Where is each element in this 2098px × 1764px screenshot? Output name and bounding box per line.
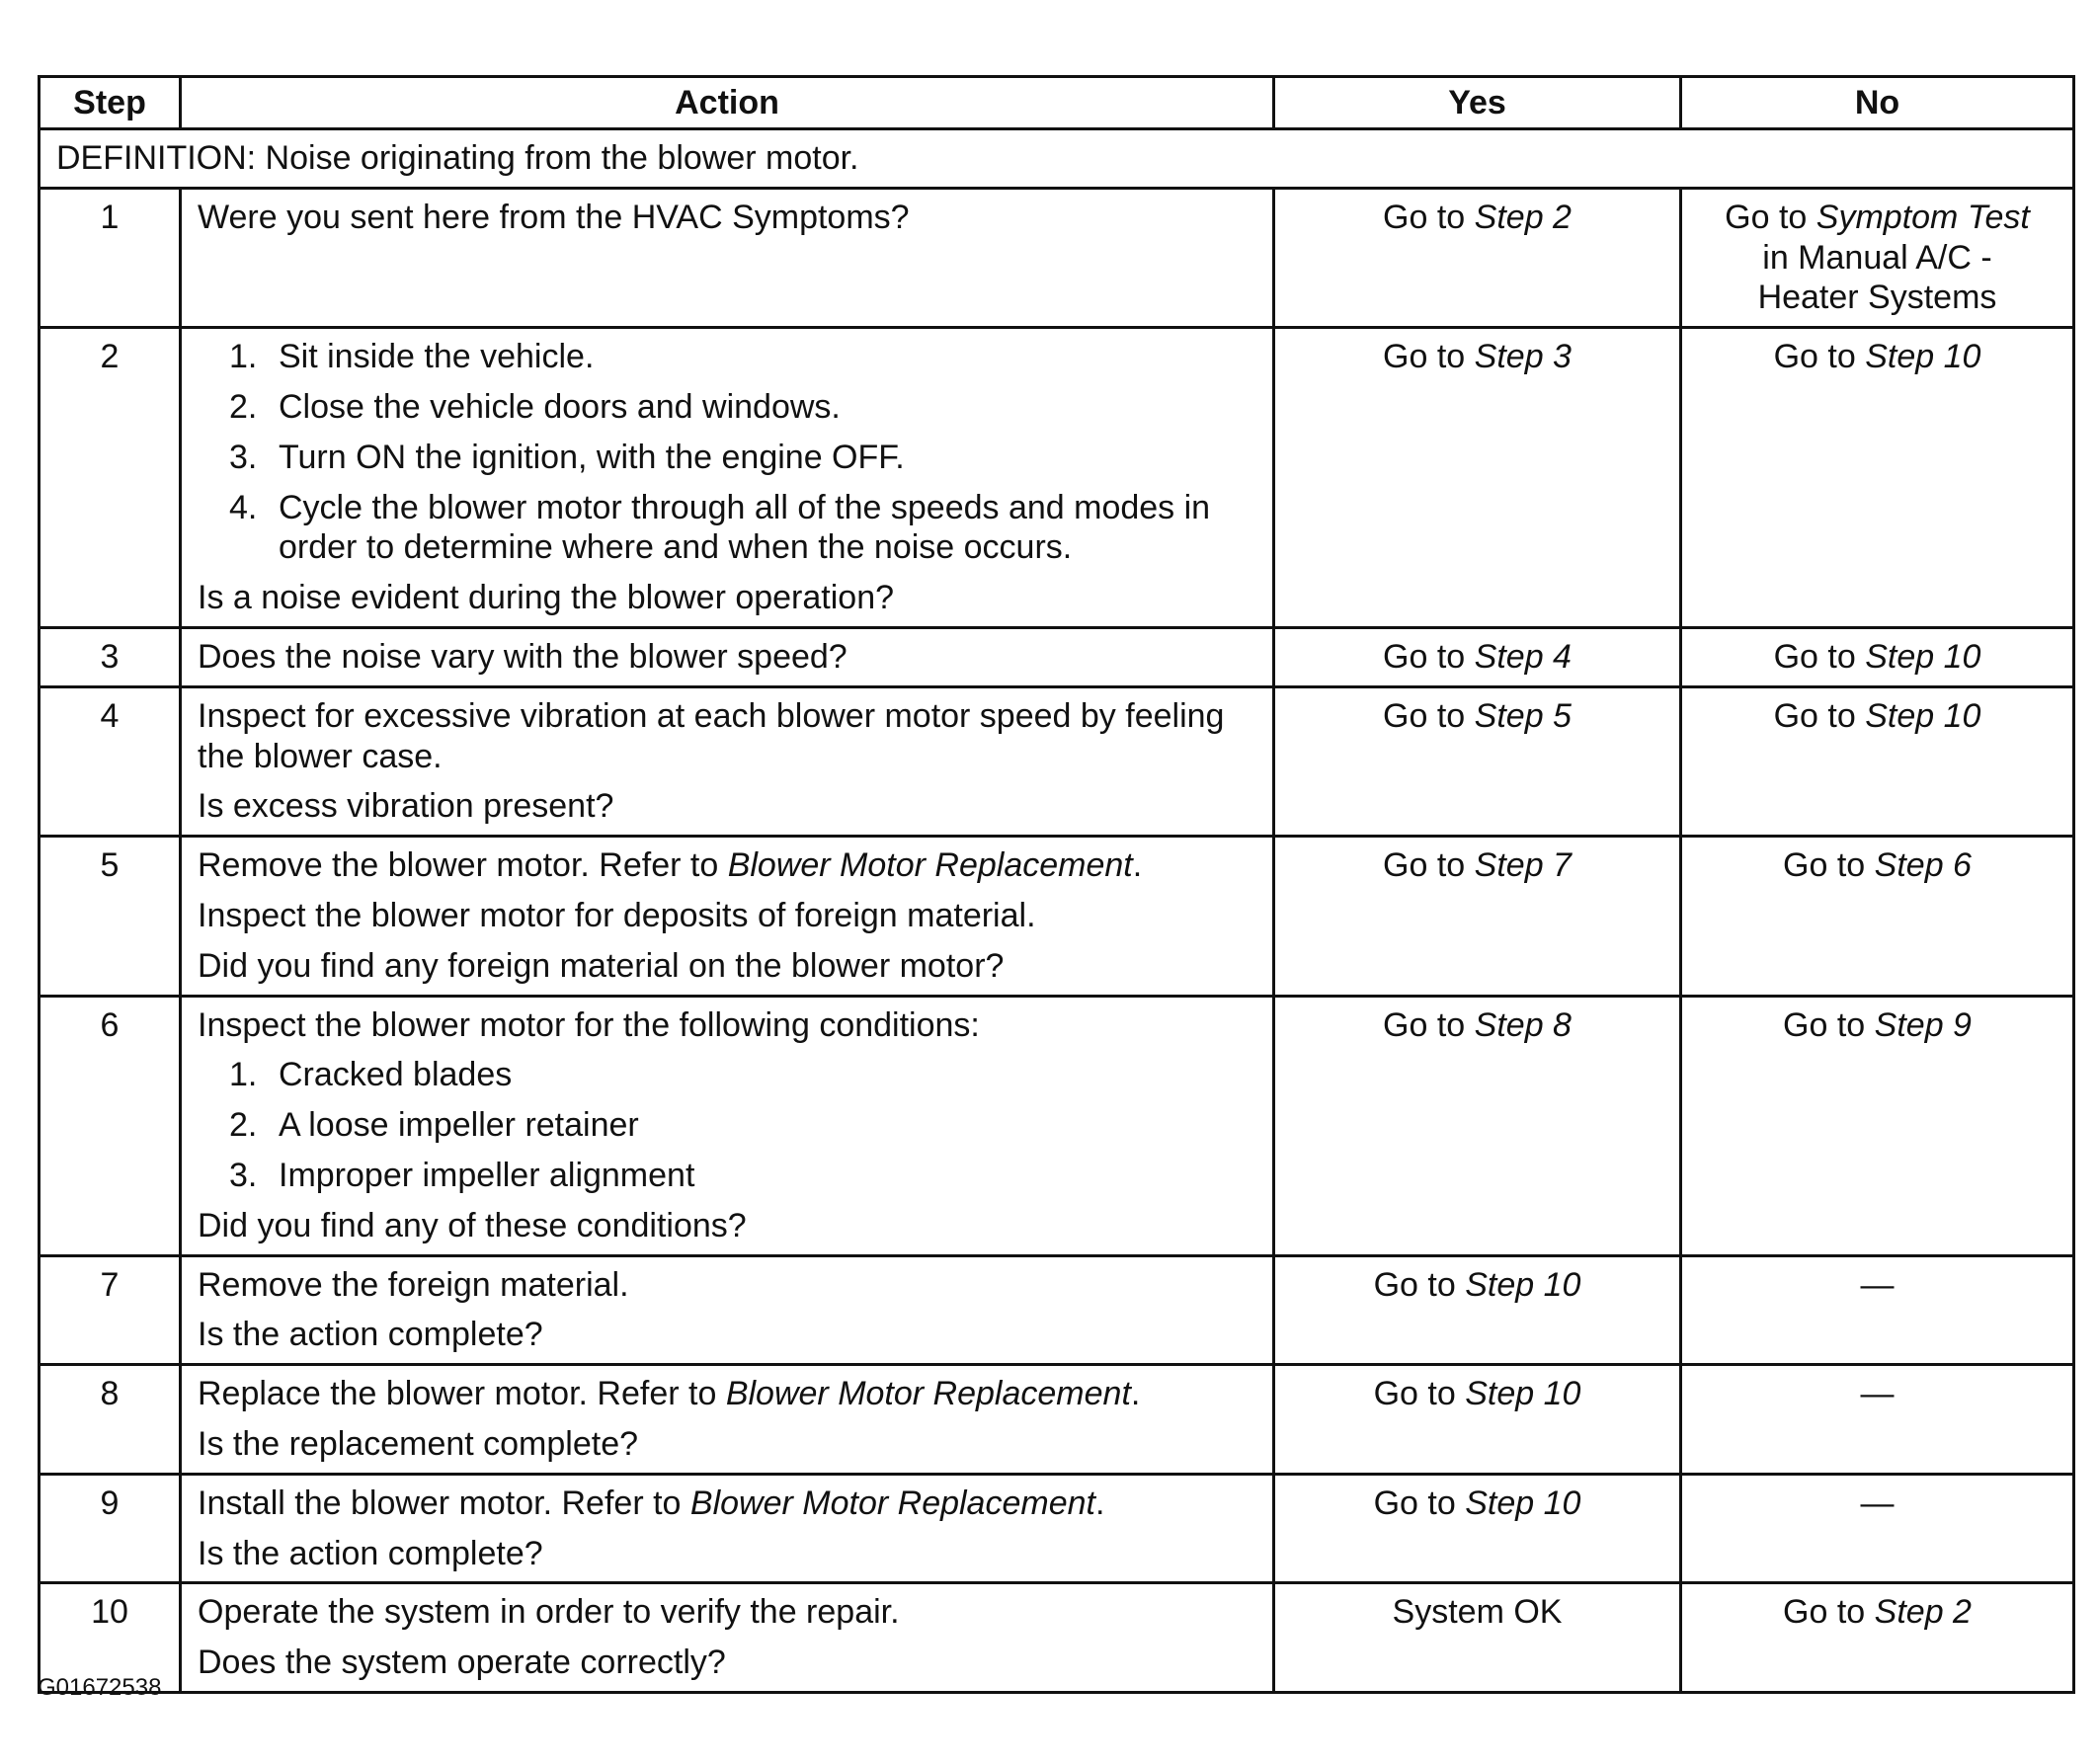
table-row-step-4	[40, 686, 2074, 836]
header-row	[40, 77, 2074, 129]
no-dash: —	[1860, 1265, 1895, 1304]
action-question: Is the action complete?	[198, 1316, 543, 1354]
action-cell	[181, 328, 1274, 628]
no-cell	[1681, 1365, 2074, 1475]
no-dash: —	[1860, 1483, 1895, 1522]
go-to-label: Go to	[1783, 1593, 1866, 1632]
yes-cell	[1274, 996, 1681, 1255]
action-question: Is the replacement complete?	[198, 1424, 639, 1463]
step-number: 7	[40, 1255, 181, 1365]
action-question: Did you find any foreign material on the blower motor?	[198, 946, 1005, 985]
action-text: Inspect the blower motor for deposits of foreign material.	[198, 896, 1036, 934]
yes-cell	[1274, 1365, 1681, 1475]
sub-item: 3. Improper impeller alignment	[229, 1156, 695, 1194]
reference-link[interactable]: Blower Motor Replacement	[727, 846, 1133, 885]
reference-link[interactable]: Blower Motor Replacement	[725, 1375, 1131, 1413]
go-to-label: Go to	[1725, 198, 1808, 236]
step-number: 4	[40, 686, 181, 836]
table-row-step-3	[40, 627, 2074, 686]
go-to-label: Go to	[1773, 637, 1856, 676]
action-question: Is the action complete?	[198, 1534, 543, 1572]
header-yes: Yes	[1274, 77, 1681, 129]
action-question: Did you find any of these conditions?	[198, 1206, 747, 1244]
table-row-step-6	[40, 996, 2074, 1255]
table-row-step-10	[40, 1583, 2074, 1693]
go-to-label: Go to	[1373, 1265, 1456, 1304]
table-row-step-1	[40, 188, 2074, 327]
step-number: 3	[40, 627, 181, 686]
no-cell	[1681, 996, 2074, 1255]
go-to-label: Go to	[1383, 846, 1466, 885]
action-question: Does the noise vary with the blower speed?	[198, 637, 847, 676]
action-cell	[181, 837, 1274, 996]
table-row-step-7	[40, 1255, 2074, 1365]
yes-cell	[1274, 328, 1681, 628]
step-number: 1	[40, 188, 181, 327]
no-cell	[1681, 1583, 2074, 1693]
action-text: Remove the foreign material.	[198, 1265, 629, 1304]
yes-cell	[1274, 627, 1681, 686]
go-to-label: Go to	[1383, 198, 1466, 236]
action-text: Replace the blower motor. Refer to Blower Motor Replacement.	[198, 1375, 1141, 1413]
action-text: Install the blower motor. Refer to Blower Motor Replacement.	[198, 1483, 1105, 1522]
yes-step-link[interactable]: Step 2	[1474, 198, 1572, 236]
sub-item: 2. Close the vehicle doors and windows.	[229, 387, 841, 426]
no-step-link[interactable]: Step 9	[1874, 1005, 1972, 1044]
action-text: Remove the blower motor. Refer to Blower Motor Replacement.	[198, 846, 1143, 885]
yes-cell	[1274, 188, 1681, 327]
sub-item: 2. A loose impeller retainer	[229, 1106, 639, 1145]
sub-item: 4. Cycle the blower motor through all of the speeds and modes in order to determine where and when the noise occurs.	[229, 488, 1211, 567]
definition-row	[40, 129, 2074, 189]
sub-item: 1. Sit inside the vehicle.	[229, 338, 595, 376]
yes-step-link[interactable]: Step 4	[1474, 637, 1572, 676]
definition-text: DEFINITION: Noise originating from the blower motor.	[40, 129, 2074, 189]
no-cell	[1681, 627, 2074, 686]
go-to-label: Go to	[1783, 1005, 1866, 1044]
action-cell	[181, 1583, 1274, 1693]
table-row-step-9	[40, 1474, 2074, 1583]
go-to-label: Go to	[1783, 846, 1866, 885]
no-detail-line: in Manual A/C -	[1762, 238, 1992, 277]
action-cell	[181, 188, 1274, 327]
header-no: No	[1681, 77, 2074, 129]
action-question: Is excess vibration present?	[198, 787, 614, 826]
go-to-label: Go to	[1383, 1005, 1466, 1044]
no-detail-line: Heater Systems	[1757, 279, 1997, 317]
yes-cell	[1274, 1474, 1681, 1583]
no-step-link[interactable]: Step 10	[1865, 696, 1981, 735]
step-number: 8	[40, 1365, 181, 1475]
no-cell	[1681, 1474, 2074, 1583]
action-cell	[181, 1255, 1274, 1365]
header-step: Step	[40, 77, 181, 129]
action-cell	[181, 627, 1274, 686]
no-cell	[1681, 1255, 2074, 1365]
action-text: Inspect the blower motor for the following conditions:	[198, 1005, 980, 1044]
action-cell	[181, 1474, 1274, 1583]
action-text: Operate the system in order to verify the repair.	[198, 1593, 900, 1632]
reference-link[interactable]: Blower Motor Replacement	[689, 1483, 1095, 1522]
no-step-link[interactable]: Step 2	[1874, 1593, 1972, 1632]
no-cell	[1681, 328, 2074, 628]
yes-cell	[1274, 1255, 1681, 1365]
sub-item: 1. Cracked blades	[229, 1056, 513, 1094]
table-row-step-5	[40, 837, 2074, 996]
header-action: Action	[181, 77, 1274, 129]
yes-cell	[1274, 1583, 1681, 1693]
step-number: 6	[40, 996, 181, 1255]
step-number: 10	[40, 1583, 181, 1693]
step-number: 2	[40, 328, 181, 628]
action-question: Does the system operate correctly?	[198, 1644, 726, 1682]
figure-id: G01672538	[38, 1674, 162, 1701]
yes-step-link[interactable]: Step 10	[1465, 1483, 1581, 1522]
go-to-label: Go to	[1773, 338, 1856, 376]
go-to-label: Go to	[1373, 1375, 1456, 1413]
sub-item: 3. Turn ON the ignition, with the engine OFF.	[229, 438, 905, 476]
no-step-link[interactable]: Symptom Test	[1816, 198, 2030, 236]
step-number: 5	[40, 837, 181, 996]
action-text: Inspect for excessive vibration at each blower motor speed by feeling the blower case.	[198, 696, 1225, 775]
step-number: 9	[40, 1474, 181, 1583]
action-question: Were you sent here from the HVAC Symptoms?	[198, 198, 910, 236]
go-to-label: Go to	[1383, 637, 1466, 676]
yes-step-link[interactable]: Step 10	[1465, 1265, 1581, 1304]
table-row-step-8	[40, 1365, 2074, 1475]
yes-cell	[1274, 686, 1681, 836]
no-step-link[interactable]: Step 10	[1865, 637, 1981, 676]
go-to-label: Go to	[1383, 696, 1466, 735]
yes-cell	[1274, 837, 1681, 996]
yes-step-link[interactable]: Step 7	[1474, 846, 1572, 885]
action-question: Is a noise evident during the blower operation?	[198, 579, 895, 617]
action-cell	[181, 1365, 1274, 1475]
no-cell	[1681, 188, 2074, 327]
diagnostic-table	[38, 75, 2075, 1694]
action-cell	[181, 686, 1274, 836]
system-ok-text: System OK	[1392, 1593, 1563, 1632]
no-cell	[1681, 837, 2074, 996]
go-to-label: Go to	[1383, 338, 1466, 376]
no-step-link[interactable]: Step 10	[1865, 338, 1981, 376]
go-to-label: Go to	[1773, 696, 1856, 735]
yes-step-link[interactable]: Step 5	[1474, 696, 1572, 735]
action-cell	[181, 996, 1274, 1255]
no-dash: —	[1860, 1375, 1895, 1413]
go-to-label: Go to	[1373, 1483, 1456, 1522]
yes-step-link[interactable]: Step 3	[1474, 338, 1572, 376]
no-step-link[interactable]: Step 6	[1874, 846, 1972, 885]
yes-step-link[interactable]: Step 8	[1474, 1005, 1572, 1044]
table-row-step-2	[40, 328, 2074, 628]
no-cell	[1681, 686, 2074, 836]
yes-step-link[interactable]: Step 10	[1465, 1375, 1581, 1413]
